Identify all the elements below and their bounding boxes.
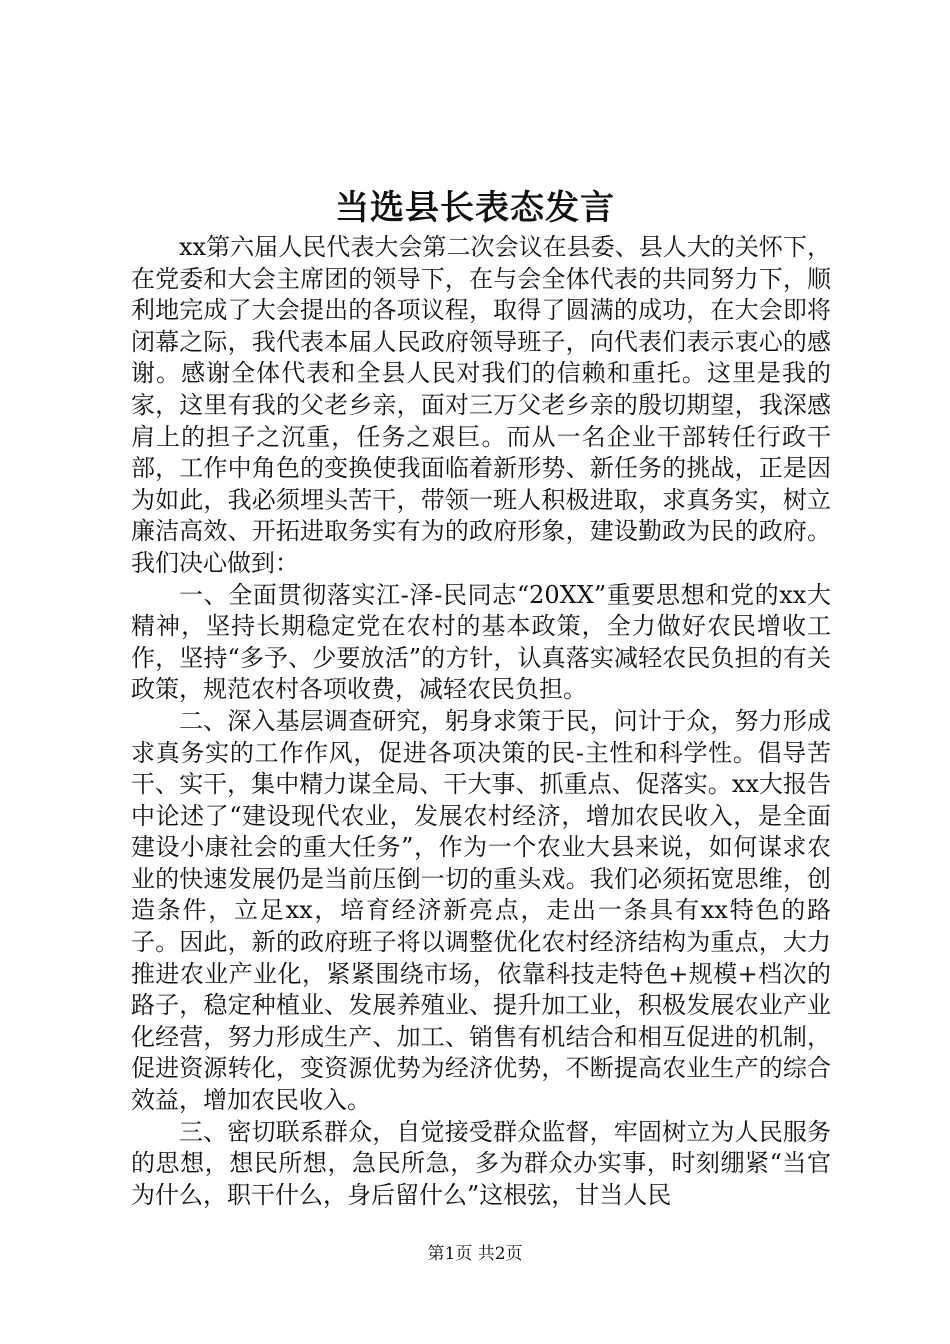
page-number-footer: 第1页 共2页 [427,1244,523,1264]
paragraph-point-two: 二、深入基层调查研究，躬身求策于民，问计于众，努力形成求真务实的工作作风，促进各项决策的民-主性和科学性。倡导苦干、实干，集中精力谋全局、干大事、抓重点、促落实。xx大报告中论述了“建设现代农业，发展农村经济，增加农民收入，是全面建设小康社会的重大任务”，作为一个农业大县来说，如何谋求农业的快速发展仍是当前压倒一切的重头戏。我们必须拓宽思维，创造条件，立足xx，培育经济新亮点，走出一条具有xx特色的路子。因此，新的政府班子将以调整优化农村经济结构为重点，大力推进农业产业化，紧紧围绕市场，依靠科技走特色+规模+档次的路子，稳定种植业、发展养殖业、提升加工业，积极发展农业产业化经营，努力形成生产、加工、销售有机结合和相互促进的机制，促进资源转化，变资源优势为经济优势，不断提高农业生产的综合效益，增加农民收入。 [131,706,831,1115]
paragraph-point-one: 一、全面贯彻落实江-泽-民同志“20XX”重要思想和党的xx大精神，坚持长期稳定党在农村的基本政策，全力做好农民增收工作，坚持“多予、少要放活”的方针，认真落实减轻农民负担的有关政策，规范农村各项收费，减轻农民负担。 [131,580,831,704]
document-title: 当选县长表态发言 [335,188,615,228]
paragraph-point-three: 三、密切联系群众，自觉接受群众监督，牢固树立为人民服务的思想，想民所想，急民所急，多为群众办实事，时刻绷紧“当官为什么，职干什么，身后留什么”这根弦，甘当人民 [131,1117,831,1209]
document-body [131,232,831,1211]
paragraph-intro: xx第六届人民代表大会第二次会议在县委、县人大的关怀下，在党委和大会主席团的领导下，在与会全体代表的共同努力下，顺利地完成了大会提出的各项议程，取得了圆满的成功，在大会即将闭幕之际，我代表本届人民政府领导班子，向代表们表示衷心的感谢。感谢全体代表和全县人民对我们的信赖和重托。这里是我的家，这里有我的父老乡亲，面对三万父老乡亲的殷切期望，我深感肩上的担子之沉重，任务之艰巨。而从一名企业干部转任行政干部，工作中角色的变换使我面临着新形势、新任务的挑战，正是因为如此，我必须埋头苦干，带领一班人积极进取，求真务实，树立廉洁高效、开拓进取务实有为的政府形象，建设勤政为民的政府。我们决心做到： [131,233,831,577]
